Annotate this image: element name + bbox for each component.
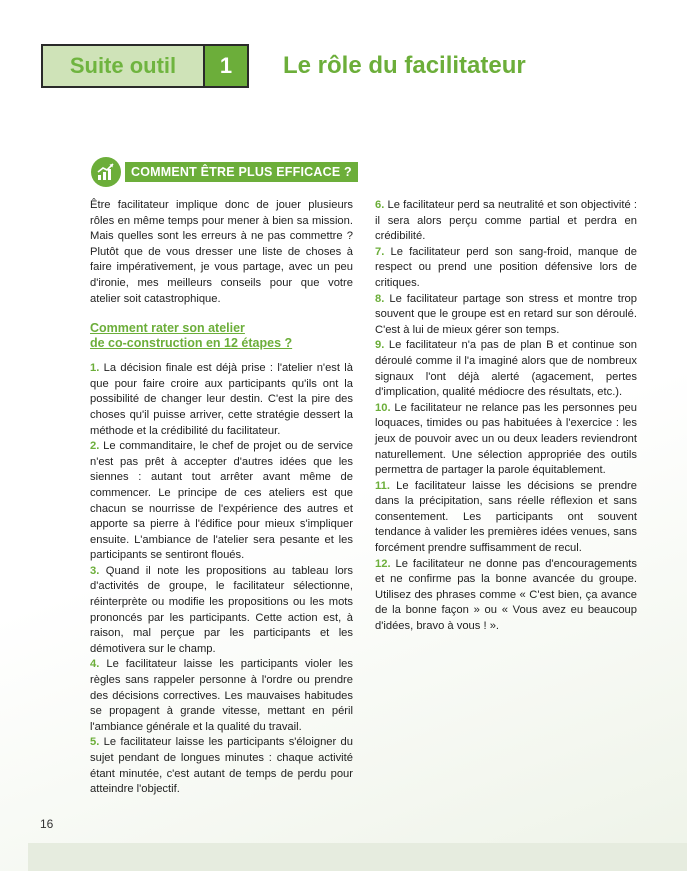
- page-title: Le rôle du facilitateur: [283, 52, 526, 79]
- list-item: [375, 198, 637, 245]
- list-item: [375, 338, 637, 400]
- tool-header-box: [41, 44, 249, 88]
- step-text: Le facilitateur partage son stress et montre trop souvent que le groupe est en retard sur son déroulé. C'est à lui de mieux gérer son temps.: [375, 292, 637, 336]
- growth-chart-icon: [91, 157, 121, 187]
- list-item: [90, 564, 353, 658]
- step-number: 8.: [375, 292, 385, 305]
- subheading: [90, 321, 353, 351]
- step-text: Quand il note les propositions au tableau lors d'activités de groupe, le facilitateur sélectionne, réinterprète ou modifie les propositions ou les mots prononcés par les participants. Cette action est, à raison, mal perçue par les participants et les démotivera sur le champ.: [90, 564, 353, 655]
- list-item: [375, 557, 637, 635]
- list-item: [375, 479, 637, 557]
- series-label: Suite outil: [43, 46, 205, 86]
- step-number: 6.: [375, 199, 385, 211]
- step-text: Le facilitateur laisse les participants violer les règles sans rappeler personne à l'ordre ou prendre des décisions correctives. Les mauvaises habitudes se propagent à grande vitesse, mettant en péril l'ambiance générale et la qualité du travail.: [90, 658, 353, 733]
- step-number: 7.: [375, 245, 385, 258]
- step-number: 5.: [90, 736, 100, 749]
- step-number: 12.: [375, 557, 391, 570]
- left-column: [90, 198, 353, 798]
- list-item: [90, 439, 353, 564]
- page-number: 16: [40, 817, 54, 831]
- list-item: [375, 401, 637, 479]
- subheading-line1: Comment rater son atelier: [90, 321, 245, 336]
- step-text: Le facilitateur perd son sang-froid, manque de respect ou prend une position défensive lors de critiques.: [375, 245, 637, 289]
- intro-paragraph: Être facilitateur implique donc de jouer plusieurs rôles en même temps pour mener à bien sa mission. Mais quelles sont les erreurs à ne pas commettre ? Plutôt que de vous dresser une liste de choses à faire impérativement, je vous partage, avec un peu d'ironie, mes meilleurs conseils pour que votre atelier soit catastrophique.: [90, 199, 353, 305]
- section-label: COMMENT ÊTRE PLUS EFFICACE ?: [125, 162, 358, 182]
- step-text: Le facilitateur ne donne pas d'encouragements et ne confirme pas la bonne avancée du groupe. Utilisez des phrases comme « C'est bien, ça avance de la bonne façon » ou « Vous avez eu beaucoup d'idées, bravo à vous ! ».: [375, 557, 637, 633]
- step-text: Le facilitateur perd sa neutralité et son objectivité : il sera alors perçu comme partial et perdra en crédibilité.: [375, 199, 637, 243]
- step-number: 9.: [375, 339, 385, 352]
- step-number: 1.: [90, 362, 100, 375]
- step-text: Le facilitateur n'a pas de plan B et continue son déroulé comme il l'a imaginé alors que de nombreux signaux l'ont déjà alerté (agacement, pertes d'implication, qualité médiocre des résultats, etc.).: [375, 339, 637, 399]
- step-number: 10.: [375, 401, 391, 414]
- list-item: [375, 292, 637, 339]
- right-column: [375, 198, 637, 635]
- step-text: Le commanditaire, le chef de projet ou de service n'est pas prêt à accepter d'autres idées que les siennes : autant tout arrêter avant même de commencer. Le principe de ces ateliers est que chacun se nourrisse de l'expérience des autres et apporte sa pierre à l'édifice pour mieux s'impliquer ensuite. L'ambiance de l'atelier sera pesante et les participants se sentiront floués.: [90, 440, 353, 562]
- list-item: [90, 735, 353, 797]
- step-number: 3.: [90, 564, 100, 577]
- step-number: 4.: [90, 658, 100, 671]
- tool-number: 1: [205, 46, 247, 86]
- list-item: [375, 245, 637, 292]
- step-text: Le facilitateur laisse les participants s'éloigner du sujet pendant de longues minutes : chaque activité étant minutée, c'est autant de temps de perdu pour atteindre l'objectif.: [90, 736, 353, 796]
- list-item: [90, 657, 353, 735]
- section-badge: [91, 157, 358, 187]
- step-number: 11.: [375, 479, 390, 492]
- step-number: 2.: [90, 440, 100, 453]
- step-text: La décision finale est déjà prise : l'atelier n'est là que pour faire croire aux participants qu'ils ont la possibilité de changer leur destin. C'est la pire des choses qu'il puisse arriver, cette stratégie dessert la méthode et la crédibilité du facilitateur.: [90, 362, 353, 437]
- step-text: Le facilitateur laisse les décisions se prendre dans la précipitation, sans réelle réflexion et sans consentement. Les participants ont souvent tendance à valider les premières idées venues, sans forcément prendre suffisamment de recul.: [375, 479, 637, 555]
- footer-band: [28, 843, 687, 871]
- list-item: [90, 361, 353, 439]
- step-text: Le facilitateur ne relance pas les personnes peu loquaces, timides ou pas habituées à l'exercice : les jeux de pouvoir avec un ou deux leaders reviendront naturellement. Une sélection appropriée des outils permettra de partager la parole équitablement.: [375, 401, 637, 477]
- subheading-line2: de co-construction en 12 étapes ?: [90, 336, 293, 351]
